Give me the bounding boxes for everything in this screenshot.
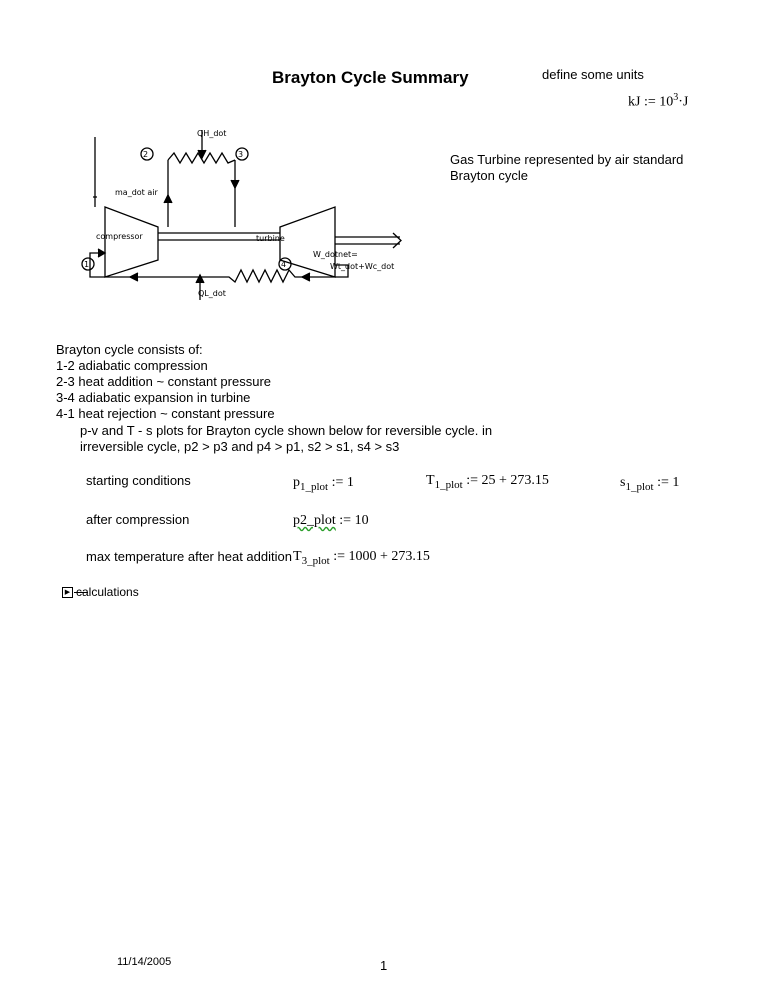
eq-var: p bbox=[293, 475, 300, 490]
eq-sub: 1_plot bbox=[625, 480, 654, 493]
process-item: 3-4 adiabatic expansion in turbine bbox=[56, 390, 251, 405]
kj-exp: 3 bbox=[673, 92, 679, 103]
process-item: 2-3 heat addition ~ constant pressure bbox=[56, 374, 272, 389]
starting-conditions-label: starting conditions bbox=[86, 473, 191, 488]
compressor-shape bbox=[105, 207, 158, 277]
calculations-label: calculations bbox=[76, 585, 139, 599]
eq-var: T bbox=[426, 473, 435, 488]
eq-sub: 3_plot bbox=[301, 554, 330, 567]
kj-base: 10 bbox=[659, 94, 674, 110]
brayton-cycle-diagram bbox=[60, 125, 410, 300]
wnet-formula: Wt_dot+Wc_dot bbox=[330, 262, 395, 271]
compressor-label: compressor bbox=[96, 232, 143, 241]
kj-definition bbox=[628, 92, 688, 111]
after-compression-label: after compression bbox=[86, 512, 190, 527]
process-item: 4-1 heat rejection ~ constant pressure bbox=[56, 406, 275, 421]
eq-sub: 1_plot bbox=[434, 478, 463, 491]
gas-turbine-description: Gas Turbine represented by air standard Brayton cycle bbox=[450, 152, 684, 183]
eq-rhs: := 25 + 273.15 bbox=[466, 473, 549, 488]
calculations-region-toggle[interactable] bbox=[62, 585, 139, 599]
eq-sub: 1_plot bbox=[300, 480, 329, 493]
kj-lhs: kJ bbox=[628, 94, 641, 110]
eq-rhs: := 1 bbox=[331, 475, 354, 490]
expand-arrow-icon[interactable]: ▶ bbox=[62, 587, 73, 598]
s1-plot-equation[interactable] bbox=[620, 475, 679, 493]
process-heading: Brayton cycle consists of: bbox=[56, 342, 203, 357]
assign-op: := bbox=[643, 94, 656, 110]
ql-label: QL_dot bbox=[198, 289, 226, 298]
max-temperature-label: max temperature after heat addition bbox=[86, 549, 292, 564]
kj-unit: ·J bbox=[678, 94, 689, 110]
footer-date: 11/14/2005 bbox=[117, 956, 172, 968]
units-note: define some units bbox=[542, 67, 644, 82]
p2-plot-equation[interactable] bbox=[293, 513, 369, 529]
process-list bbox=[56, 342, 275, 422]
page-number: 1 bbox=[380, 958, 388, 973]
plots-note-line2: irreversible cycle, p2 > p3 and p4 > p1, s2 > s1, s4 > s3 bbox=[80, 439, 400, 454]
mass-flow-label: ma_dot air bbox=[115, 188, 158, 197]
state-1-label: 1 bbox=[84, 260, 90, 269]
state-2-label: 2 bbox=[143, 150, 149, 159]
turbine-shape bbox=[280, 207, 335, 277]
state-4-label: 4 bbox=[281, 260, 287, 269]
p1-plot-equation[interactable] bbox=[293, 475, 354, 493]
process-item: 1-2 adiabatic compression bbox=[56, 358, 208, 373]
eq-var: p2_plot bbox=[293, 513, 336, 528]
page-title: Brayton Cycle Summary bbox=[272, 68, 469, 87]
t3-plot-equation[interactable] bbox=[293, 549, 430, 567]
eq-rhs: := 1000 + 273.15 bbox=[333, 549, 430, 564]
turbine-label: turbine bbox=[256, 234, 285, 243]
plots-note bbox=[80, 423, 492, 455]
qh-label: QH_dot bbox=[197, 129, 227, 138]
plots-note-line1: p-v and T - s plots for Brayton cycle shown below for reversible cycle. in bbox=[80, 423, 493, 438]
eq-var: s bbox=[620, 475, 626, 490]
eq-rhs: := 1 bbox=[657, 475, 680, 490]
state-3-label: 3 bbox=[238, 150, 244, 159]
eq-var: T bbox=[293, 549, 302, 564]
t1-plot-equation[interactable] bbox=[426, 473, 549, 491]
eq-rhs: := 10 bbox=[339, 513, 369, 528]
wnet-label: W_dotnet= bbox=[313, 250, 358, 259]
